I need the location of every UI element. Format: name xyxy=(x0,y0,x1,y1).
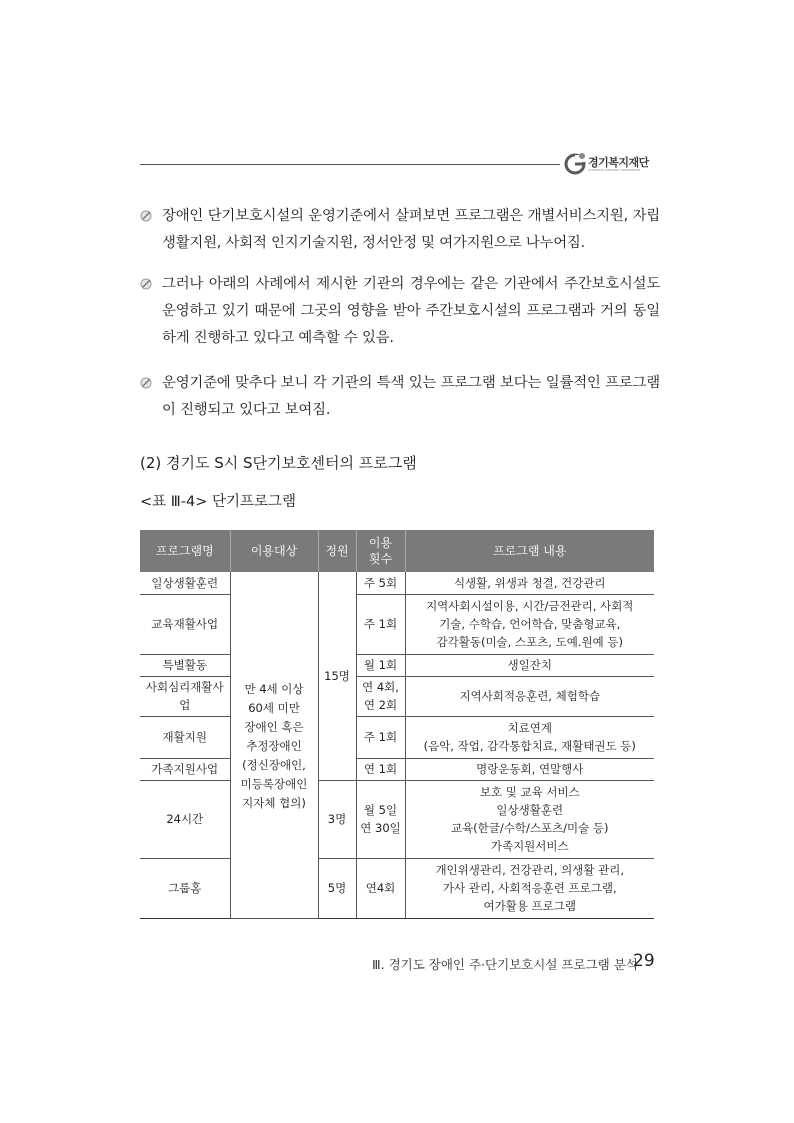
table-row xyxy=(140,716,654,758)
header-rule xyxy=(140,164,560,165)
row-content: 명랑운동회, 연말행사 xyxy=(405,758,654,780)
bullet-icon xyxy=(140,209,154,223)
row-name: 가족지원사업 xyxy=(140,758,230,780)
program-table xyxy=(140,530,654,919)
capacity-cell: 15명 xyxy=(318,572,356,780)
row-frequency: 월 1회 xyxy=(356,654,405,676)
row-content: 치료연계 (음악, 작업, 감각통합치료, 재활태권도 등) xyxy=(405,716,654,758)
row-frequency: 연 1회 xyxy=(356,758,405,780)
row-content: 개인위생관리, 건강관리, 의생활 관리, 가사 관리, 사회적응훈련 프로그램, 여가활용 프로그램 xyxy=(405,858,654,918)
row-name: 24시간 xyxy=(140,780,230,858)
page-number: 29 xyxy=(633,951,655,971)
header-target: 이용대상 xyxy=(230,530,318,572)
row-name: 재활지원 xyxy=(140,716,230,758)
row-content: 생일잔치 xyxy=(405,654,654,676)
target-cell: 만 4세 이상 60세 미만 장애인 혹은 추정장애인 (정신장애인, 미등록장애인 지자체 협의) xyxy=(230,572,318,918)
bullet-text: 그러나 아래의 사례에서 제시한 기관의 경우에는 같은 기관에서 주간보호시설도 운영하고 있기 때문에 그곳의 영향을 받아 주간보호시설의 프로그램과 거의 동일하게 진행하고 있다고 예측할 수 있음. xyxy=(162,276,660,346)
footer-chapter-title: Ⅲ. 경기도 장애인 주·단기보호시설 프로그램 분석 xyxy=(372,957,638,972)
table-row xyxy=(140,780,654,858)
row-name: 사회심리재활사업 xyxy=(140,676,230,716)
header-content: 프로그램 내용 xyxy=(405,530,654,572)
foundation-logo xyxy=(562,150,662,176)
section-title: (2) 경기도 S시 S단기보호센터의 프로그램 xyxy=(140,454,417,472)
table-row xyxy=(140,572,654,594)
row-content: 지역사회적응훈련, 체험학습 xyxy=(405,676,654,716)
row-frequency: 주 5회 xyxy=(356,572,405,594)
foundation-logo-icon xyxy=(562,150,588,176)
header-frequency: 이용 횟수 xyxy=(356,530,405,572)
row-name: 교육재활사업 xyxy=(140,594,230,654)
table-row xyxy=(140,676,654,716)
header-capacity: 정원 xyxy=(318,530,356,572)
row-content: 식생활, 위생과 청결, 건강관리 xyxy=(405,572,654,594)
table-row xyxy=(140,654,654,676)
table-header-row xyxy=(140,530,654,572)
table-row xyxy=(140,858,654,918)
row-frequency: 주 1회 xyxy=(356,716,405,758)
bullet-icon xyxy=(140,376,154,390)
bullet-item-3 xyxy=(140,370,660,424)
row-frequency: 연 4회, 연 2회 xyxy=(356,676,405,716)
row-content: 지역사회시설이용, 시간/금전관리, 사회적 기술, 수학습, 언어학습, 맞춤형교육, 감각활동(미술, 스포츠, 도예.원예 등) xyxy=(405,594,654,654)
table-caption: <표 Ⅲ-4> 단기프로그램 xyxy=(140,494,297,510)
logo-name: 경기복지재단 xyxy=(588,156,649,169)
row-capacity: 5명 xyxy=(318,858,356,918)
table-row xyxy=(140,758,654,780)
logo-subtitle: GYEONGGI WELFARE FOUNDATION xyxy=(588,168,640,172)
header-program-name: 프로그램명 xyxy=(140,530,230,572)
bullet-item-2 xyxy=(140,271,660,352)
table-row xyxy=(140,594,654,654)
row-content: 보호 및 교육 서비스 일상생활훈련 교육(한글/수학/스포츠/미술 등) 가족지원서비스 xyxy=(405,780,654,858)
row-name: 일상생활훈련 xyxy=(140,572,230,594)
row-name: 그룹홈 xyxy=(140,858,230,918)
row-frequency: 연4회 xyxy=(356,858,405,918)
row-frequency: 주 1회 xyxy=(356,594,405,654)
bullet-text: 운영기준에 맞추다 보니 각 기관의 특색 있는 프로그램 보다는 일률적인 프로그램이 진행되고 있다고 보여짐. xyxy=(162,375,660,418)
row-frequency: 월 5일 연 30일 xyxy=(356,780,405,858)
bullet-icon xyxy=(140,277,154,291)
bullet-text: 장애인 단기보호시설의 운영기준에서 살펴보면 프로그램은 개별서비스지원, 자립생활지원, 사회적 인지기술지원, 정서안정 및 여가지원으로 나누어짐. xyxy=(162,208,660,251)
bullet-item-1 xyxy=(140,203,660,257)
row-name: 특별활동 xyxy=(140,654,230,676)
row-capacity: 3명 xyxy=(318,780,356,858)
